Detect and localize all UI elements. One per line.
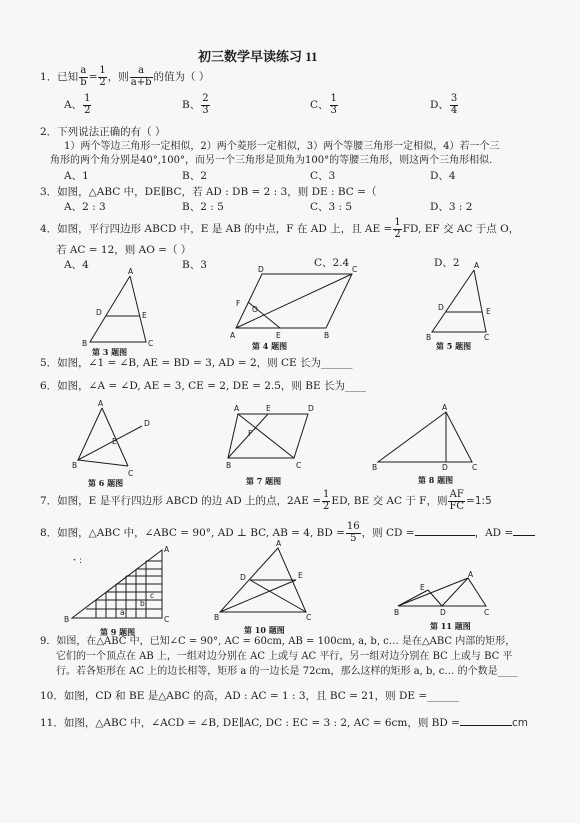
q4-stem: 4．如图，平行四边形 ABCD 中，E 是 AB 的中点，F 在 AD 上，且 AE = $\frac{1}{2}$ FD, EF 交 AC 于点 O，	[40, 217, 520, 240]
q1-given-fraction: $\frac{a}{b}$	[80, 65, 87, 88]
q3-stem: 3．如图，△ABC 中，DE∥BC，若 AD : DB = 2 : 3，则 DE : BC =（	[40, 186, 377, 198]
q8-mark: ・:	[70, 556, 83, 566]
q2-option-a[interactable]: A、1	[64, 170, 89, 182]
q4-option-b[interactable]: B、3	[182, 259, 207, 271]
fig10-label-c: C	[306, 613, 312, 622]
fig3-label-c: C	[148, 339, 154, 348]
fig11-label-a: A	[468, 570, 474, 579]
fig9-label-a: A	[164, 545, 170, 554]
fig5-label-d: D	[438, 303, 444, 312]
fig11-label-d: D	[440, 608, 446, 617]
page-title: 初三数学早读练习 11	[198, 49, 318, 64]
q9-blank: ____	[497, 666, 518, 677]
q11-blank	[460, 725, 512, 726]
fig7-label-c: C	[296, 461, 302, 470]
fig8-label-c: C	[472, 463, 478, 472]
fig7-label-e: E	[266, 404, 271, 413]
fig4-label-d: D	[258, 265, 264, 274]
q2-line-2: 角形的两个角分别是40°,100°，而另一个三角形是顶角为100°的等腰三角形，则这两个三角形相似.	[50, 155, 493, 166]
question-1: 1．已知 $\frac{a}{b}$ = $\frac{1}{2}$ ，则 $\frac{a}{a+b}$ 的值为（ ）	[40, 65, 210, 88]
q1-option-c[interactable]: C、 $\frac{1}{3}$	[310, 93, 337, 116]
figure-11	[394, 572, 494, 620]
question-7: 7．如图，E 是平行四边形 ABCD 的边 AD 上的点，2AE = $\frac{1}{2}$ ED, BE 交 AC 于 F，则 $\frac{AF}{FC}$ =1:5	[40, 489, 492, 512]
q5-blank: ______	[321, 357, 353, 369]
figure-8	[372, 404, 482, 474]
fig4-label-b: B	[324, 331, 330, 340]
q4-option-a[interactable]: A、4	[64, 259, 89, 271]
fig7-label-b: B	[226, 461, 232, 470]
fig9-label-rect-c: c	[150, 591, 155, 600]
q1-expression: $\frac{a}{a+b}$	[130, 65, 152, 88]
q1-option-a[interactable]: A、 $\frac{1}{2}$	[64, 93, 91, 116]
question-5: 5．如图，∠1 = ∠B, AE = BD = 3, AD = 2，则 CE 长为______	[40, 357, 353, 369]
figure-5	[418, 262, 498, 342]
q3-option-b[interactable]: B、2 : 5	[182, 201, 224, 213]
q6-blank: ____	[344, 380, 366, 392]
fig11-caption: 第 11 题图	[430, 621, 471, 631]
fig4-label-f: F	[236, 299, 241, 308]
q1-option-b[interactable]: B、 $\frac{2}{3}$	[182, 93, 209, 116]
q9-line-3: 行。若各矩形在 AC 上的边长相等，矩形 a 的一边长是 72cm，那么这样的矩形 a, b, c… 的个数是____	[56, 666, 518, 677]
q3-option-d[interactable]: D、3 : 2	[430, 201, 473, 213]
fig7-label-d: D	[308, 404, 314, 413]
fig6-label-e: E	[112, 437, 117, 446]
fig10-label-a: A	[276, 539, 282, 548]
fig7-label-f: F	[248, 429, 253, 438]
fig5-label-e: E	[486, 307, 491, 316]
figure-7	[226, 402, 326, 472]
fig7-label-a: A	[234, 404, 240, 413]
fig8-label-a: A	[442, 403, 448, 412]
q10-blank: ______	[427, 690, 459, 702]
figure-6	[70, 398, 160, 478]
fig6-caption: 第 6 题图	[88, 478, 124, 488]
question-10: 10．如图，CD 和 BE 是△ABC 的高，AD : AC = 1 : 3，且 BC = 21，则 DE =______	[40, 690, 459, 702]
fig4-label-c: C	[352, 265, 358, 274]
q2-option-d[interactable]: D、4	[430, 170, 456, 182]
fig6-label-d: D	[144, 419, 150, 428]
figure-4	[228, 264, 358, 344]
q3-option-c[interactable]: C、3 : 5	[310, 201, 353, 213]
fig8-label-d: D	[442, 463, 448, 472]
q9-line-1: 9．如图，在△ABC 中，已知∠C = 90°, AC = 60cm, AB = 100cm, a, b, c… 是在△ABC 内部的矩形，	[40, 636, 516, 647]
q8-blank-cd	[415, 535, 475, 536]
fig9-label-b: B	[64, 615, 70, 624]
fig3-caption: 第 3 题图	[92, 347, 128, 357]
figure-9	[64, 542, 176, 626]
fig9-label-rect-a: a	[120, 608, 125, 617]
fig3-label-b: B	[82, 339, 88, 348]
q2-option-c[interactable]: C、3	[310, 170, 336, 182]
figure-3	[78, 268, 168, 348]
fig10-label-e: E	[298, 571, 303, 580]
fig11-label-b: B	[394, 608, 400, 617]
figure-10	[214, 540, 314, 624]
q8-blank-ad	[513, 535, 535, 536]
q2-stem: 2．下列说法正确的有（ ）	[40, 126, 166, 138]
fig11-label-c: C	[484, 608, 490, 617]
fig11-label-e: E	[420, 583, 425, 592]
q1-given-value: $\frac{1}{2}$	[99, 65, 106, 88]
fig9-label-rect-b: b	[140, 599, 145, 608]
q1-option-d[interactable]: D、 $\frac{3}{4}$	[430, 93, 458, 116]
q2-option-b[interactable]: B、2	[182, 170, 207, 182]
fig4-label-a: A	[230, 331, 236, 340]
fig6-label-c: C	[128, 469, 134, 478]
fig4-label-e: E	[276, 331, 281, 340]
question-6: 6．如图，∠A = ∠D, AE = 3, CE = 2, DE = 2.5，则 BE 长为____	[40, 380, 366, 392]
q9-line-2: 它们的一个顶点在 AB 上，一组对边分别在 AC 上或与 AC 平行，另一组对边分别在 BC 上或与 BC 平	[56, 651, 513, 662]
q4-line-2: 若 AC = 12，则 AO =（ ）	[56, 244, 192, 256]
fig9-caption: 第 9 题图	[100, 627, 136, 637]
q4-option-d[interactable]: D、2	[434, 257, 460, 269]
fig8-label-b: B	[372, 463, 378, 472]
fig5-caption: 第 5 题图	[436, 341, 472, 351]
fig9-label-c: C	[164, 615, 170, 624]
q4-option-c[interactable]: C、2.4	[314, 257, 350, 269]
fig4-label-o: O	[252, 305, 258, 314]
fig10-caption: 第 10 题图	[244, 625, 285, 635]
fig3-label-e: E	[142, 311, 147, 320]
fig3-label-a: A	[128, 267, 134, 276]
q1-number: 1	[40, 71, 47, 83]
fig5-label-a: A	[474, 261, 480, 270]
q3-option-a[interactable]: A、2 : 3	[64, 201, 106, 213]
q2-line-1: 1）两个等边三角形一定相似，2）两个菱形一定相似，3）两个等腰三角形一定相似，4）若一个三	[64, 141, 500, 152]
q11-unit: cm	[511, 717, 528, 729]
fig6-label-b: B	[72, 461, 78, 470]
fig5-label-c: C	[484, 333, 490, 342]
question-8: 8．如图，△ABC 中，∠ABC = 90°, AD ⊥ BC, AB = 4, BD = $\frac{16}{5}$ ，则 CD = ，AD =	[40, 522, 535, 544]
fig6-label-a: A	[98, 399, 104, 408]
fig3-label-d: D	[96, 308, 102, 317]
fig5-label-b: B	[426, 333, 432, 342]
question-11: 11．如图，△ABC 中，∠ACD = ∠B, DE∥AC, DC : EC = 3 : 2, AC = 6cm，则 BD = cm	[40, 717, 528, 729]
q1-text-a: ．已知	[46, 71, 79, 83]
fig8-caption: 第 8 题图	[418, 475, 454, 485]
fig10-label-b: B	[214, 613, 220, 622]
fig4-caption: 第 4 题图	[252, 341, 288, 351]
q7-answer: 1:5	[474, 495, 492, 507]
fig7-caption: 第 7 题图	[246, 476, 282, 486]
fig10-label-d: D	[240, 573, 246, 582]
